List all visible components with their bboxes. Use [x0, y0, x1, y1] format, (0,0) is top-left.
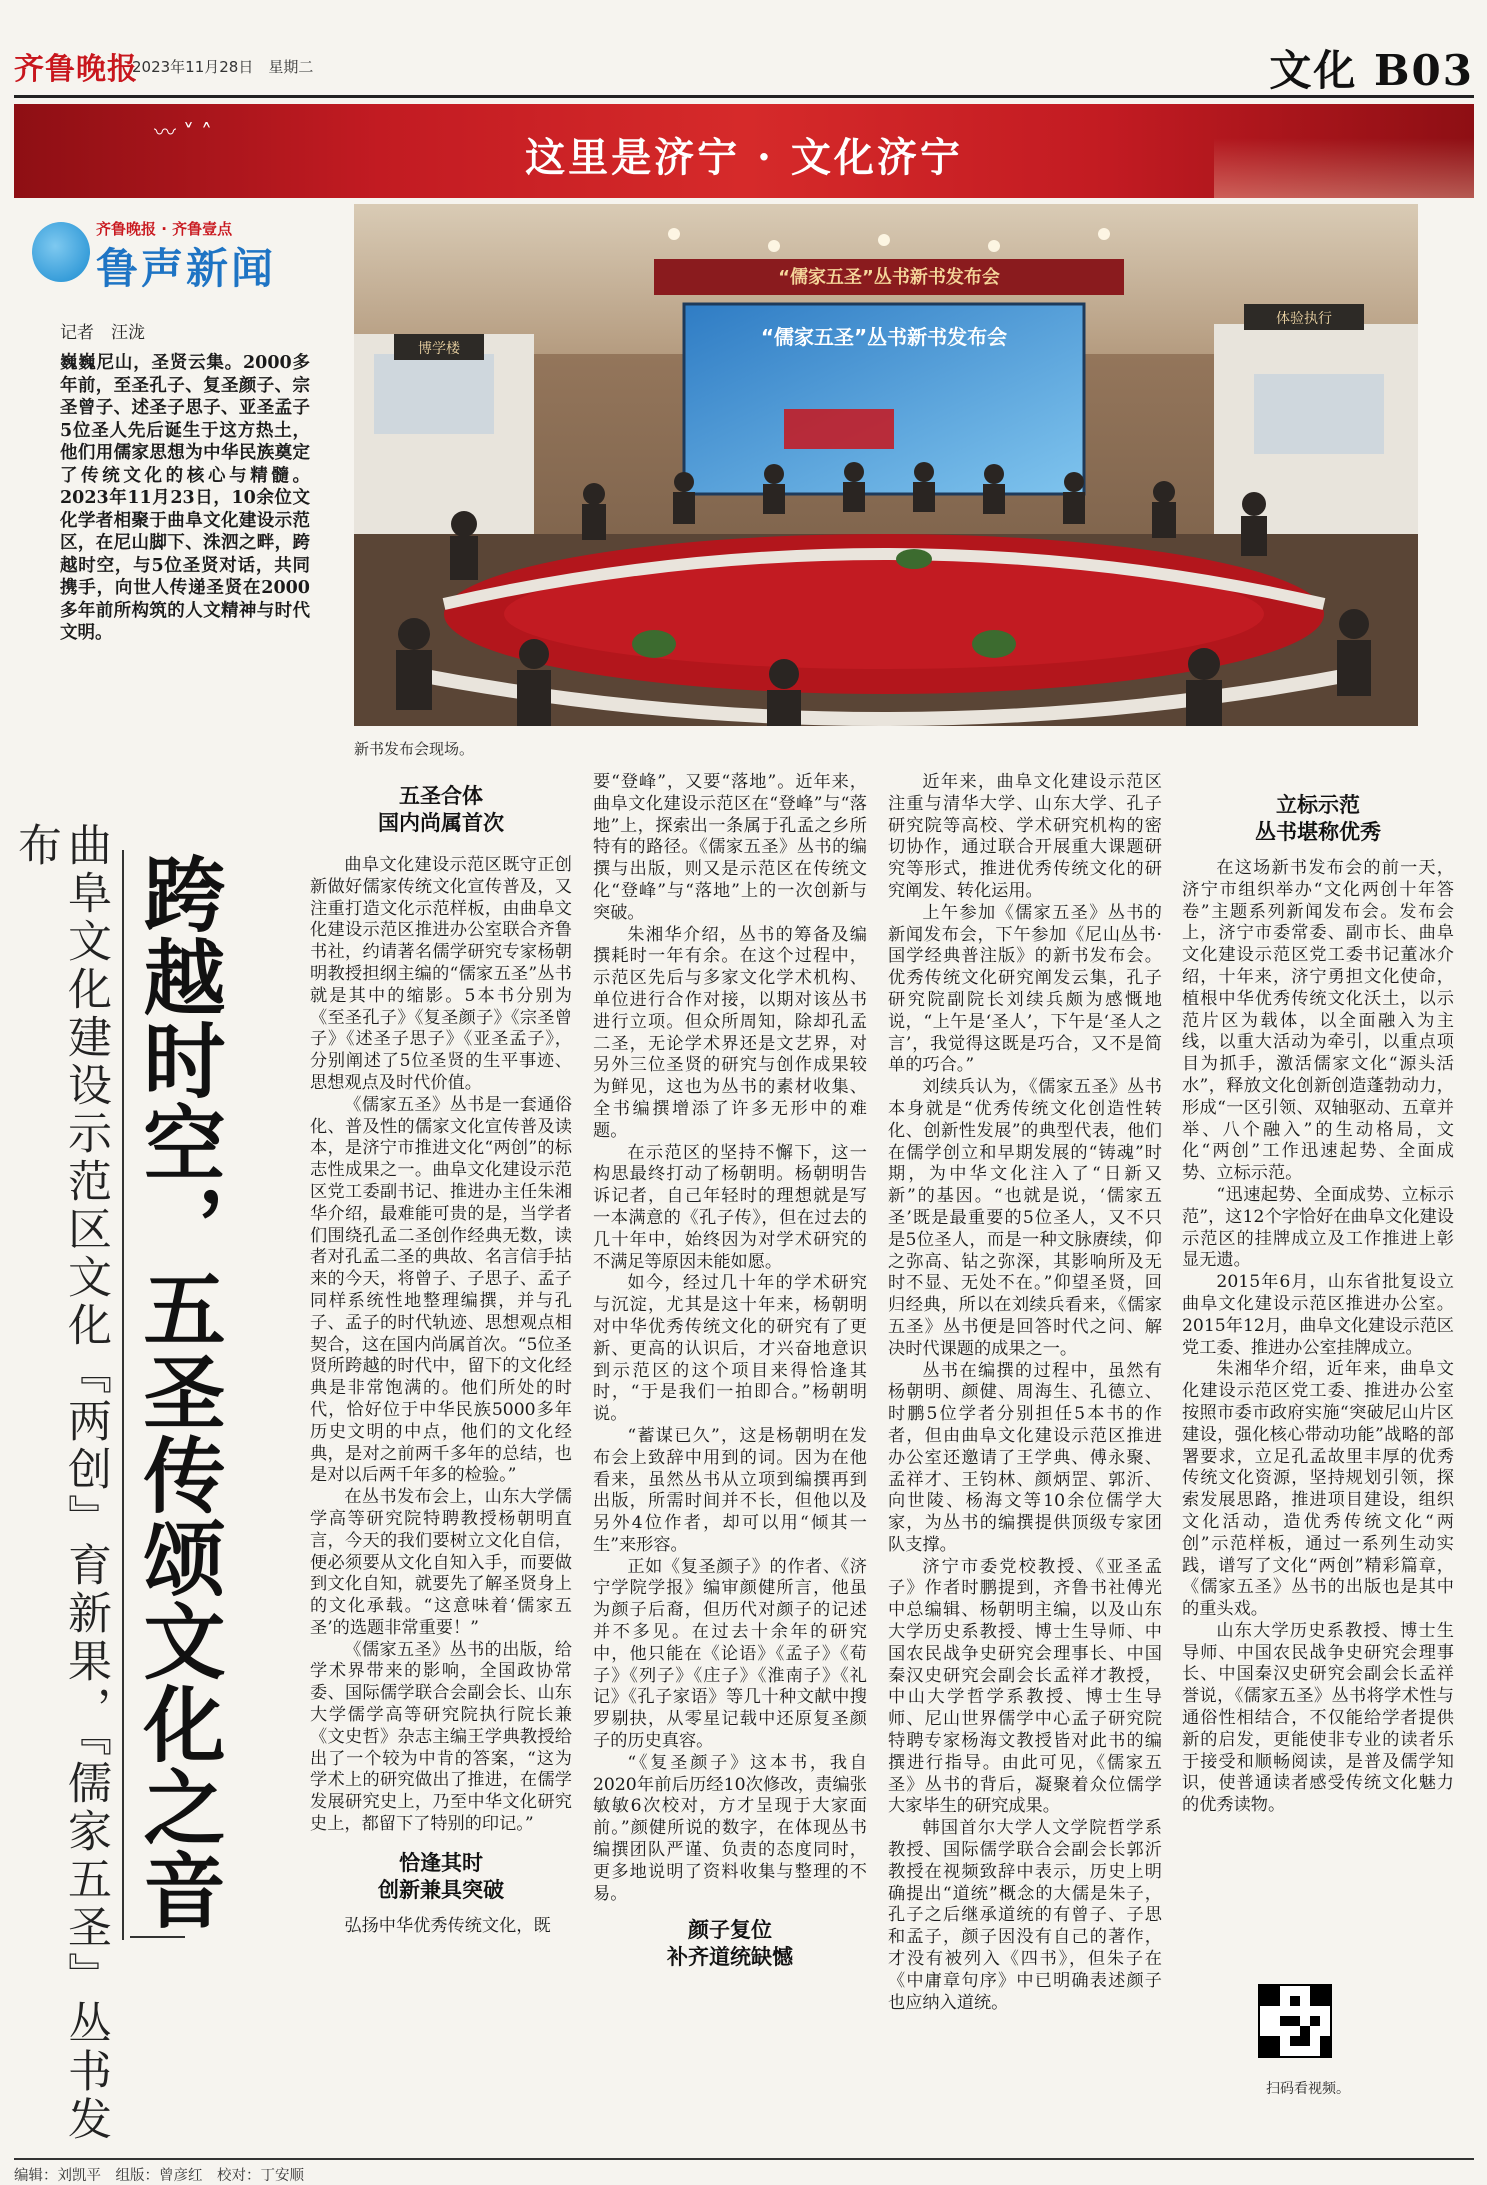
left-wall-sign: 博学楼 [418, 341, 460, 357]
headline-end-rule [130, 1936, 185, 1938]
article-headline: 跨越时空，五圣传颂文化之音 [130, 852, 225, 1931]
article-column-1 [310, 783, 572, 1938]
paragraph: 韩国首尔大学人文学院哲学系教授、国际儒学联合会副会长郭沂教授在视频致辞中表示，历史上明确提出“道统”概念的大儒是朱子，孔子之后继承道统的有曾子、子思和孟子，颜子因没有自己的著作，才没有被列入《四书》，但朱子在《中庸章句序》中已明确表述颜子也应纳入道统。 [888, 1818, 1162, 2013]
section-heading-2: 恰逢其时 创新兼具突破 [378, 1850, 504, 1902]
event-photo [354, 204, 1418, 726]
masthead [14, 38, 1474, 98]
section-heading-3: 颜子复位 补齐道统缺憾 [667, 1918, 793, 1970]
paragraph: 2015年6月，山东省批复设立曲阜文化建设示范区推进办公室。2015年12月，曲阜文化建设示范区党工委、推进办公室挂牌成立。 [1182, 1272, 1454, 1358]
paragraph: 正如《复圣颜子》的作者、《济宁学院学报》编审颜健所言，他虽为颜子后裔，但历代对颜子的记述并不多见。在过去十余年的研究中，他只能在《论语》《孟子》《荀子》《列子》《庄子》《淮南子》《礼记》《孔子家语》等几十种文献中搜罗剔抉，从零星记载中还原复圣颜子的历史真容。 [593, 1556, 867, 1752]
paragraph: 如今，经过几十年的学术研究与沉淀，尤其是这十年来，杨朝明对中华优秀传统文化的研究有了更新、更高的认识后，才兴奋地意识到示范区的这个项目来得恰逢其时，“于是我们一拍即合。”杨朝明说。 [593, 1273, 867, 1425]
channel-line2: 鲁声新闻 [96, 244, 277, 293]
paragraph: “蓄谋已久”，这是杨朝明在发布会上致辞中用到的词。因为在他看来，虽然丛书从立项到编撰再到出版，所需时间并不长，但他以及另外4位作者，却可以用“倾其一生”来形容。 [593, 1425, 867, 1555]
paragraph: 要“登峰”，又要“落地”。近年来，曲阜文化建设示范区在“登峰”与“落地”上，探索出一条属于孔孟之乡所特有的路径。《儒家五圣》丛书的编撰与出版，则又是示范区在传统文化“登峰”与“落地”上的一次创新与突破。 [593, 772, 867, 923]
paragraph: 济宁市委党校教授、《亚圣孟子》作者时鹏提到，齐鲁书社傅光中总编辑、杨朝明主编，以及山东大学历史系教授、博士生导师、中国农民战争史研究会理事长、中国秦汉史研究会副会长孟祥才教授，中山大学哲学系教授、博士生导师、尼山世界儒学中心孟子研究院特聘专家杨海文教授皆对此书的编撰进行指导。由此可见，《儒家五圣》丛书的背后，凝聚着众位儒学大家毕生的研究成果。 [888, 1556, 1162, 1817]
paragraph: 《儒家五圣》丛书的出版，给学术界带来的影响，全国政协常委、国际儒学联合会副会长、山东大学儒学高等研究院执行院长兼《文史哲》杂志主编王学典教授给出了一个较为中肯的答案，“这为学术上的研究做出了推进，在儒学发展研究史上，乃至中华文化研究史上，都留下了特别的印记。” [310, 1639, 572, 1835]
article-column-3 [888, 772, 1162, 2014]
banner-title: 这里是济宁 · 文化济宁 [525, 134, 963, 181]
qr-pattern [1260, 1986, 1330, 2056]
hall-banner-text: “儒家五圣”丛书新书发布会 [778, 267, 1000, 288]
article-column-2 [593, 772, 867, 1971]
paragraph: “迅速起势、全面成势、立标示范”，这12个字恰好在曲阜文化建设示范区的挂牌成立及工作推进上彰显无遗。 [1182, 1184, 1454, 1271]
reporter-byline: 记者 汪泷 [60, 323, 145, 343]
newspaper-logo: 齐鲁晚报 [14, 52, 138, 87]
section-heading-1: 五圣合体 国内尚属首次 [378, 784, 504, 835]
paragraph: 弘扬中华优秀传统文化，既 [344, 1915, 551, 1936]
header-banner [14, 104, 1474, 198]
photo-caption: 新书发布会现场。 [354, 740, 475, 758]
birds-icon: 〰 ˅ ˄ [154, 121, 212, 146]
paragraph: 刘续兵认为，《儒家五圣》丛书本身就是“优秀传统文化创造性转化、创新性发展”的典型代表，他们在儒学创立和早期发展的“铸魂”时期，为中华文化注入了“日新又新”的基因。“也就是说，‘儒家五圣’既是最重要的5位圣人，又不只是5位圣人，而是一种文脉赓续，仰之弥高、钻之弥深，其影响所及无时不显、无处不在。”仰望圣贤，回归经典，所以在刘续兵看来，《儒家五圣》丛书便是回答时代之问、解决时代课题的成果之一。 [888, 1077, 1162, 1359]
paragraph: “《复圣颜子》这本书，我自2020年前后历经10次修改，责编张敏敏6次校对，方才呈现于大家面前。”颜健所说的数字，在体现丛书编撰团队严谨、负责的态度同时，更多地说明了资料收集与整理的不易。 [593, 1752, 867, 1904]
editor-credits: 编辑：刘凯平 组版：曾彦红 校对：丁安顺 [14, 2158, 1474, 2185]
lead-paragraph: 巍巍尼山，圣贤云集。2000多年前，至圣孔子、复圣颜子、宗圣曾子、述圣子思子、亚圣孟子5位圣人先后诞生于这方热土，他们用儒家思想为中华民族奠定了传统文化的核心与精髓。2023年11月23日，10余位文化学者相聚于曲阜文化建设示范区，在尼山脚下、洙泗之畔，跨越时空，与5位圣贤对话，共同携手，向世人传递圣贤在2000多年前所构筑的人文精神与时代文明。 [60, 353, 310, 643]
paragraph: 在丛书发布会上，山东大学儒学高等研究院特聘教授杨朝明直言，今天的我们要树立文化自信，便必须要从文化自知入手，而要做到文化自知，就要先了解圣贤身上的文化承载。“这意味着‘儒家五圣’的选题非常重要！” [310, 1487, 572, 1638]
article-subheadline: 曲阜文化建设示范区文化『两创』育新果，『儒家五圣』丛书发布 [10, 822, 111, 2144]
paragraph: 朱湘华介绍，丛书的筹备及编撰耗时一年有余。在这个过程中，示范区先后与多家文化学术机构、单位进行合作对接，以期对该丛书进行立项。但众所周知，除却孔孟二圣，无论学术界还是文艺界，对另外三位圣贤的研究与创作成果较为鲜见，这也为丛书的素材收集、全书编撰增添了许多无形中的难题。 [593, 924, 867, 1141]
paragraph: 在这场新书发布会的前一天，济宁市组织举办“文化两创十年答卷”主题系列新闻发布会。发布会上，济宁市委常委、副市长、曲阜文化建设示范区党工委书记董冰介绍，十年来，济宁勇担文化使命，植根中华优秀传统文化沃土，以示范片区为载体，以全面融入为主线，以重大活动为牵引，以重点项目为抓手，激活儒家文化“源头活水”，释放文化创新创造蓬勃动力，形成“一区引领、双轴驱动、五章并举、八个融入”的生动格局，文化“两创”工作迅速起势、全面成势、立标示范。 [1182, 858, 1454, 1184]
right-wall-sign: 体验执行 [1276, 311, 1332, 327]
paragraph: 朱湘华介绍，近年来，曲阜文化建设示范区党工委、推进办公室按照市委市政府实施“突破尼山片区建设，强化核心带动功能”战略的部署要求，立足孔孟故里丰厚的优秀传统文化资源，坚持规划引领，探索发展思路，推进项目建设，组织文化活动，造优秀传统文化“两创”示范样板，通过一系列生动实践，谱写了文化“两创”精彩篇章，《儒家五圣》丛书的出版也是其中的重头戏。 [1182, 1359, 1454, 1620]
section-heading-4: 立标示范 丛书堪称优秀 [1255, 793, 1381, 844]
event-photo-illustration [354, 204, 1418, 726]
qr-code-icon[interactable] [1258, 1984, 1332, 2058]
section-label: 文化 B03 [1269, 46, 1474, 95]
paragraph: 《儒家五圣》丛书是一套通俗化、普及性的儒家文化宣传普及读本，是济宁市推进文化“两创”的标志性成果之一。曲阜文化建设示范区党工委副书记、推进办主任朱湘华介绍，最难能可贵的是，当学者们围绕孔孟二圣创作经典无数，读者对孔孟二圣的典故、名言信手拈来的今天，将曾子、子思子、孟子同样系统性地整理编撰，并与孔子、孟子的时代轨迹、思想观点相契合，这在国内尚属首次。“5位圣贤所跨越的时代中，留下的文化经典是非常饱满的。他们所处的时代，恰好位于中华民族5000多年历史文明的中点，他们的文化经典，是对之前两千多年的总结，也是对以后两千年多的检验。” [310, 1094, 572, 1486]
paragraph: 曲阜文化建设示范区既守正创新做好儒家传统文化宣传普及，又注重打造文化示范样板，由曲阜文化建设示范区推进办公室联合齐鲁书社，约请著名儒学研究专家杨朝明教授担纲主编的“儒家五圣”丛书就是其中的缩影。5本书分别为《至圣孔子》《复圣颜子》《宗圣曾子》《述圣子思子》《亚圣孟子》，分别阐述了5位圣贤的生平事迹、思想观点及时代价值。 [310, 855, 572, 1093]
channel-logo [32, 218, 322, 293]
paragraph: 上午参加《儒家五圣》丛书的新闻发布会，下午参加《尼山丛书·国学经典普注版》的新书发布会。优秀传统文化研究阐发云集，孔子研究院副院长刘续兵颇为感慨地说，“上午是‘圣人’，下午是‘圣人之言’，我觉得这既是巧合，又不是简单的巧合。” [888, 902, 1162, 1076]
paragraph: 山东大学历史系教授、博士生导师、中国农民战争史研究会理事长、中国秦汉史研究会副会长孟祥誉说，《儒家五圣》丛书将学术性与通俗性相结合，不仅能给学者提供新的启发，更能使非专业的读者乐于接受和顺畅阅读，是普及儒学知识，使普通读者感受传统文化魅力的优秀读物。 [1182, 1620, 1454, 1816]
qr-caption: 扫码看视频。 [1266, 2081, 1350, 2097]
paragraph: 近年来，曲阜文化建设示范区注重与清华大学、山东大学、孔子研究院等高校、学术研究机构的密切协作，通过联合开展重大课题研究等形式，推进优秀传统文化的研究阐发、转化运用。 [888, 772, 1162, 901]
channel-swirl-icon [32, 222, 90, 282]
channel-line1: 齐鲁晚报 · 齐鲁壹点 [96, 220, 233, 238]
paragraph: 在示范区的坚持不懈下，这一构思最终打动了杨朝明。杨朝明告诉记者，自己年轻时的理想就是写一本满意的《孔子传》，但在过去的几十年中，始终因为对学术研究的不满足等原因未能如愿。 [593, 1142, 867, 1272]
article-column-4 [1182, 792, 1454, 1817]
screen-title: “儒家五圣”丛书新书发布会 [760, 325, 1008, 349]
issue-date: 2023年11月28日 星期二 [132, 58, 314, 76]
skyline-decoration [1214, 138, 1474, 198]
paragraph: 丛书在编撰的过程中，虽然有杨朝明、颜健、周海生、孔德立、时鹏5位学者分别担任5本书的作者，但由曲阜文化建设示范区推进办公室还邀请了王学典、傅永聚、孟祥才、王钧林、颜炳罡、郭沂、向世陵、杨海文等10余位儒学大家，为丛书的编撰提供顶级专家团队支撑。 [888, 1360, 1162, 1555]
headline-rule [122, 850, 124, 1940]
